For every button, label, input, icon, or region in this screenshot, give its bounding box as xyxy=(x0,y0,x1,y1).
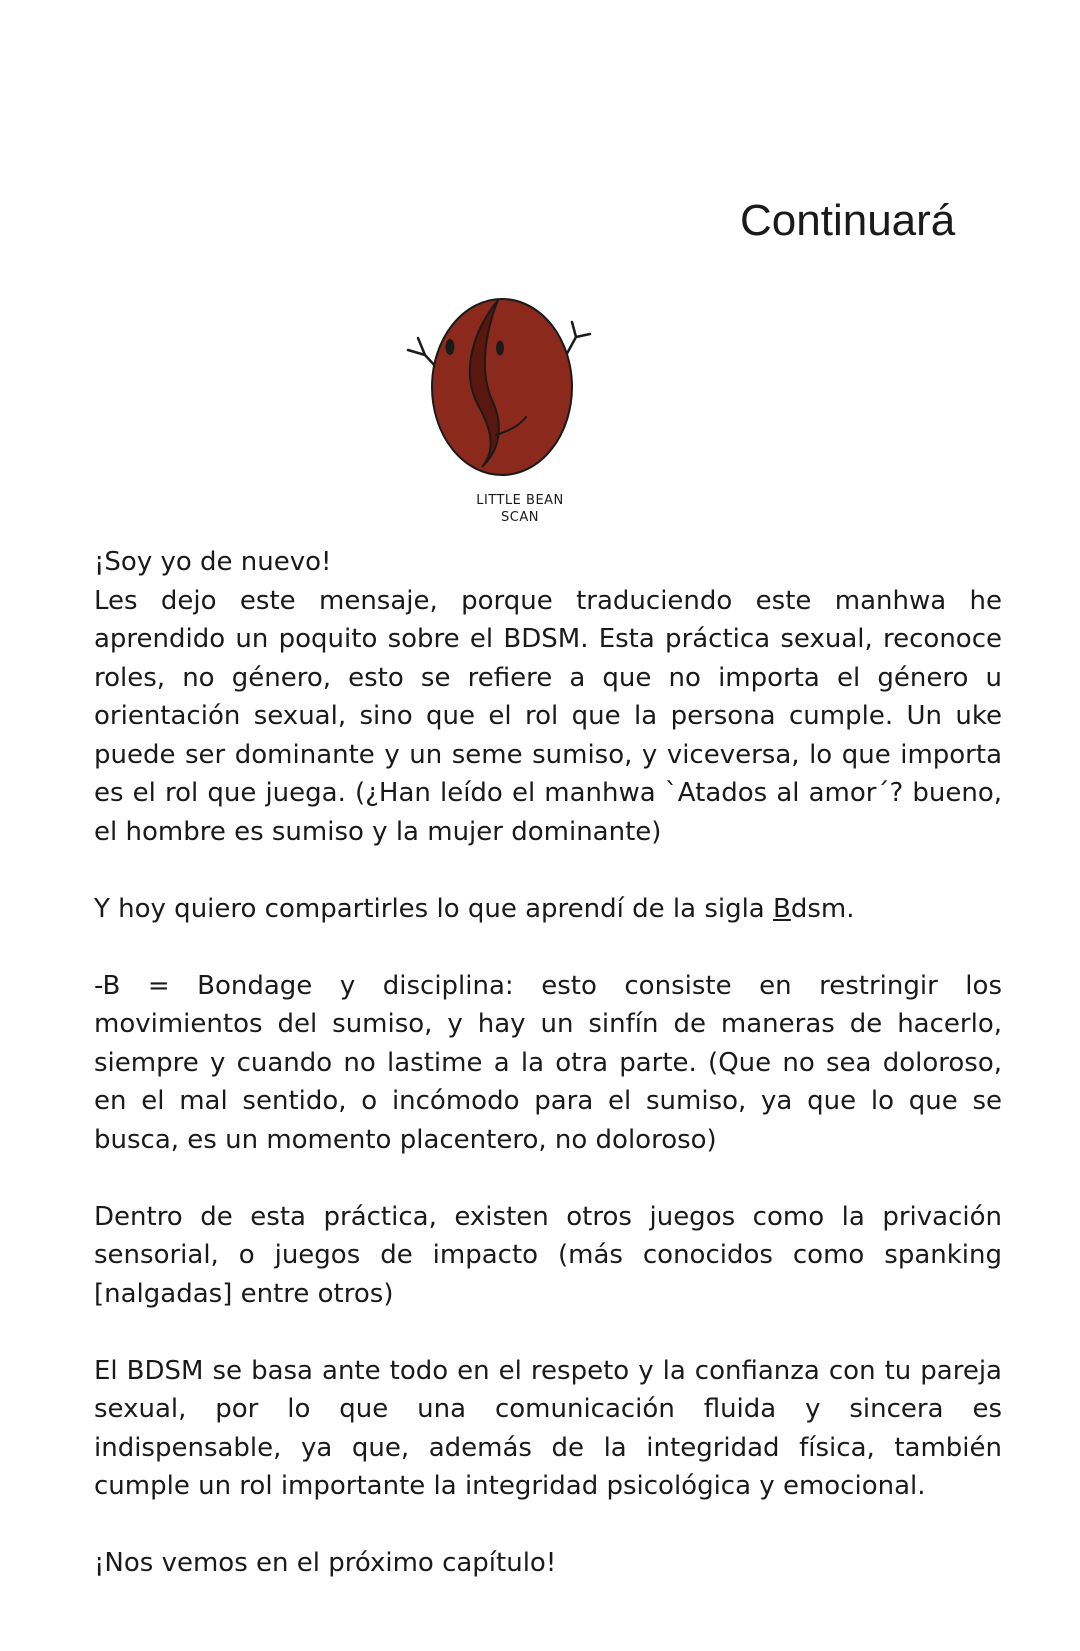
farewell: ¡Nos vemos en el próximo capítulo! xyxy=(94,1548,557,1578)
logo-caption-line2: SCAN xyxy=(501,510,539,525)
sigla-prefix: Y hoy quiero compartirles lo que aprendí de la sigla xyxy=(94,893,774,924)
sigla-letter: B xyxy=(773,893,791,924)
intro-paragraph: Les dejo este mensaje, porque traduciendo este manhwa he aprendido un poquito sobre el BDSM. Esta práctica sexual, reconoce roles, no género, esto se refiere a que no importa el género u orientación sexual, sino que el rol que la persona cumple. Un uke puede ser dominante y un seme sumiso, y viceversa, lo que importa es el rol que juega. (¿Han leído el manhwa `Atados al amor´? bueno, el hombre es sumiso y la mujer dominante) xyxy=(94,585,1002,847)
respect-paragraph: El BDSM se basa ante todo en el respeto y la confianza con tu pareja sexual, por lo que una comunicación fluida y sincera es indispensable, ya que, además de la integridad física, también cumple un rol importante la integridad psicológica y emocional. xyxy=(94,1355,1002,1501)
logo-caption xyxy=(440,492,600,526)
little-bean-logo xyxy=(400,295,640,535)
continuation-heading: Continuará xyxy=(740,196,956,245)
greeting: ¡Soy yo de nuevo! xyxy=(94,547,332,577)
message-body xyxy=(94,543,1002,1583)
bondage-paragraph: -B = Bondage y disciplina: esto consiste en restringir los movimientos del sumiso, y hay un sinfín de maneras de hacerlo, siempre y cuando no lastime a la otra parte. (Que no sea doloroso, en el mal sentido, o incómodo para el sumiso, ya que lo que se busca, es un momento placentero, no doloroso) xyxy=(94,970,1002,1155)
logo-caption-line1: LITTLE BEAN xyxy=(476,493,564,508)
games-paragraph: Dentro de esta práctica, existen otros juegos como la privación sensorial, o juegos de impacto (más conocidos como spanking [nalgadas] entre otros) xyxy=(94,1201,1002,1309)
sigla-suffix: dsm. xyxy=(790,893,855,924)
sigla-sentence xyxy=(94,890,1002,929)
